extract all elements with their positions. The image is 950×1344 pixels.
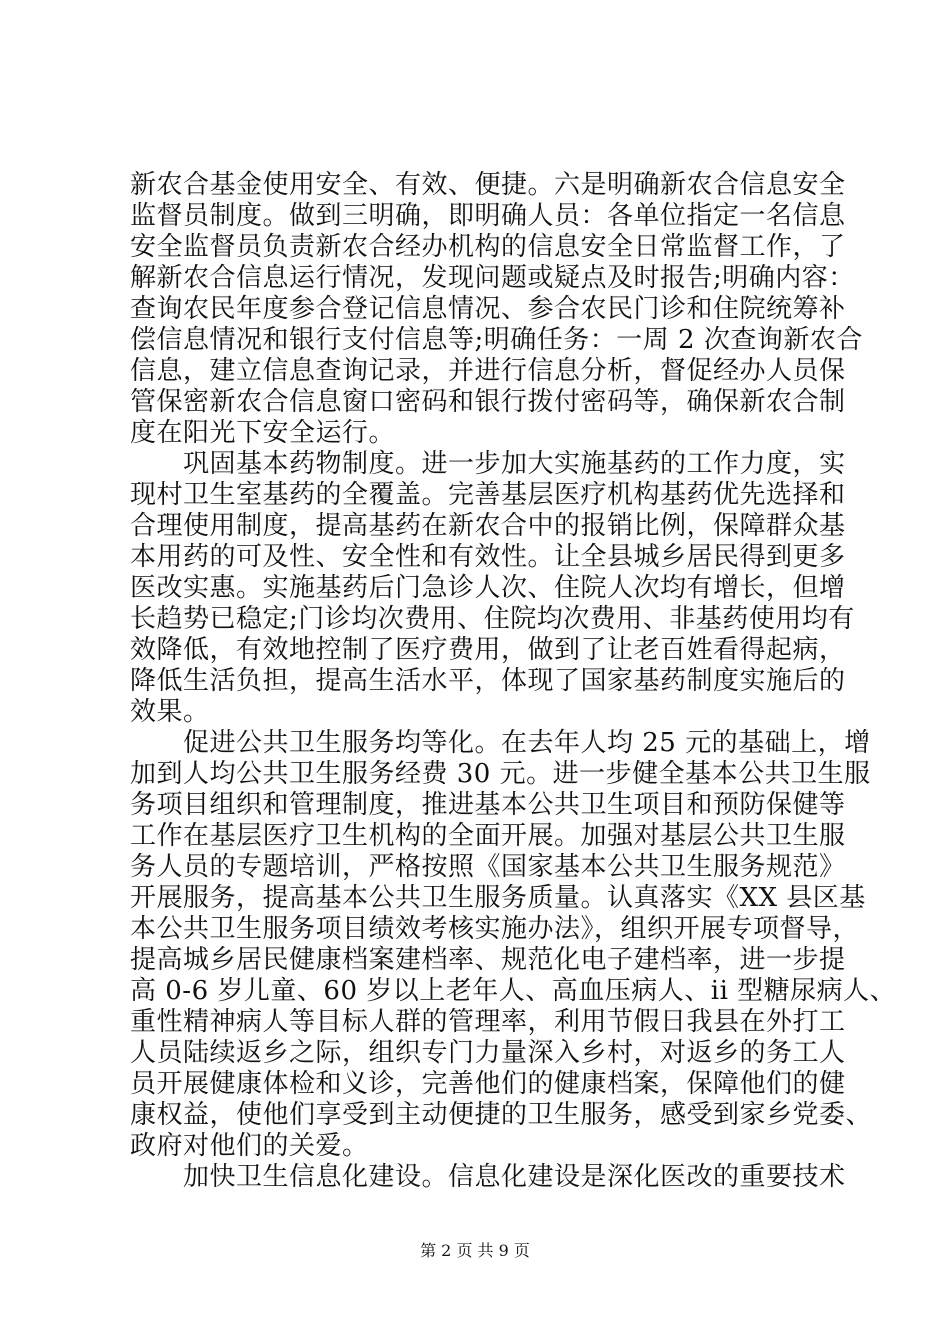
text-line: 监督员制度。做到三明确，即明确人员：各单位指定一名信息	[130, 201, 846, 231]
text-line: 提高城乡居民健康档案建档率、规范化电子建档率，进一步提	[130, 945, 846, 975]
paragraph-start-line: 加快卫生信息化建设。信息化建设是深化医改的重要技术	[130, 1162, 846, 1192]
text-line: 查询农民年度参合登记信息情况、参合农民门诊和住院统筹补	[130, 294, 846, 324]
text-line: 开展服务，提高基本公共卫生服务质量。认真落实《XX 县区基	[130, 883, 866, 913]
text-line: 务人员的专题培训，严格按照《国家基本公共卫生服务规范》	[130, 852, 846, 882]
text-line: 工作在基层医疗卫生机构的全面开展。加强对基层公共卫生服	[130, 821, 846, 851]
text-line: 安全监督员负责新农合经办机构的信息安全日常监督工作，了	[130, 232, 846, 262]
text-line: 康权益，使他们享受到主动便捷的卫生服务，感受到家乡党委、	[130, 1100, 873, 1130]
document-body	[130, 170, 897, 1193]
text-line: 度在阳光下安全运行。	[130, 418, 396, 448]
text-line: 人员陆续返乡之际，组织专门力量深入乡村，对返乡的务工人	[130, 1038, 846, 1068]
text-line: 员开展健康体检和义诊，完善他们的健康档案，保障他们的健	[130, 1069, 846, 1099]
text-line: 本用药的可及性、安全性和有效性。让全县城乡居民得到更多	[130, 542, 846, 572]
text-line: 本公共卫生服务项目绩效考核实施办法》，组织开展专项督导，	[130, 914, 860, 944]
text-line: 高 0-6 岁儿童、60 岁以上老年人、高血压病人、ii 型糖尿病人、	[130, 976, 897, 1006]
text-line: 政府对他们的关爱。	[130, 1131, 369, 1161]
paragraph-start-line: 促进公共卫生服务均等化。在去年人均 25 元的基础上，增	[130, 728, 871, 758]
text-line: 解新农合信息运行情况，发现问题或疑点及时报告;明确内容：	[130, 263, 855, 293]
text-line: 管保密新农合信息窗口密码和银行拨付密码等，确保新农合制	[130, 387, 846, 417]
text-line: 偿信息情况和银行支付信息等;明确任务：一周 2 次查询新农合	[130, 325, 863, 355]
page-footer: 第 2 页 共 9 页	[420, 1241, 530, 1260]
text-line: 长趋势已稳定;门诊均次费用、住院均次费用、非基药使用均有	[130, 604, 855, 634]
text-line: 务项目组织和管理制度，推进基本公共卫生项目和预防保健等	[130, 790, 846, 820]
text-line: 效果。	[130, 697, 210, 727]
text-line: 效降低，有效地控制了医疗费用，做到了让老百姓看得起病，	[130, 635, 846, 665]
paragraph-start-line: 巩固基本药物制度。进一步加大实施基药的工作力度，实	[130, 449, 846, 479]
text-line: 降低生活负担，提高生活水平，体现了国家基药制度实施后的	[130, 666, 846, 696]
text-line: 加到人均公共卫生服务经费 30 元。进一步健全基本公共卫生服	[130, 759, 871, 789]
text-line: 合理使用制度，提高基药在新农合中的报销比例，保障群众基	[130, 511, 846, 541]
text-line: 新农合基金使用安全、有效、便捷。六是明确新农合信息安全	[130, 170, 846, 200]
text-line: 信息，建立信息查询记录，并进行信息分析，督促经办人员保	[130, 356, 846, 386]
text-line: 重性精神病人等目标人群的管理率，利用节假日我县在外打工	[130, 1007, 846, 1037]
text-line: 医改实惠。实施基药后门急诊人次、住院人次均有增长，但增	[130, 573, 846, 603]
text-line: 现村卫生室基药的全覆盖。完善基层医疗机构基药优先选择和	[130, 480, 846, 510]
